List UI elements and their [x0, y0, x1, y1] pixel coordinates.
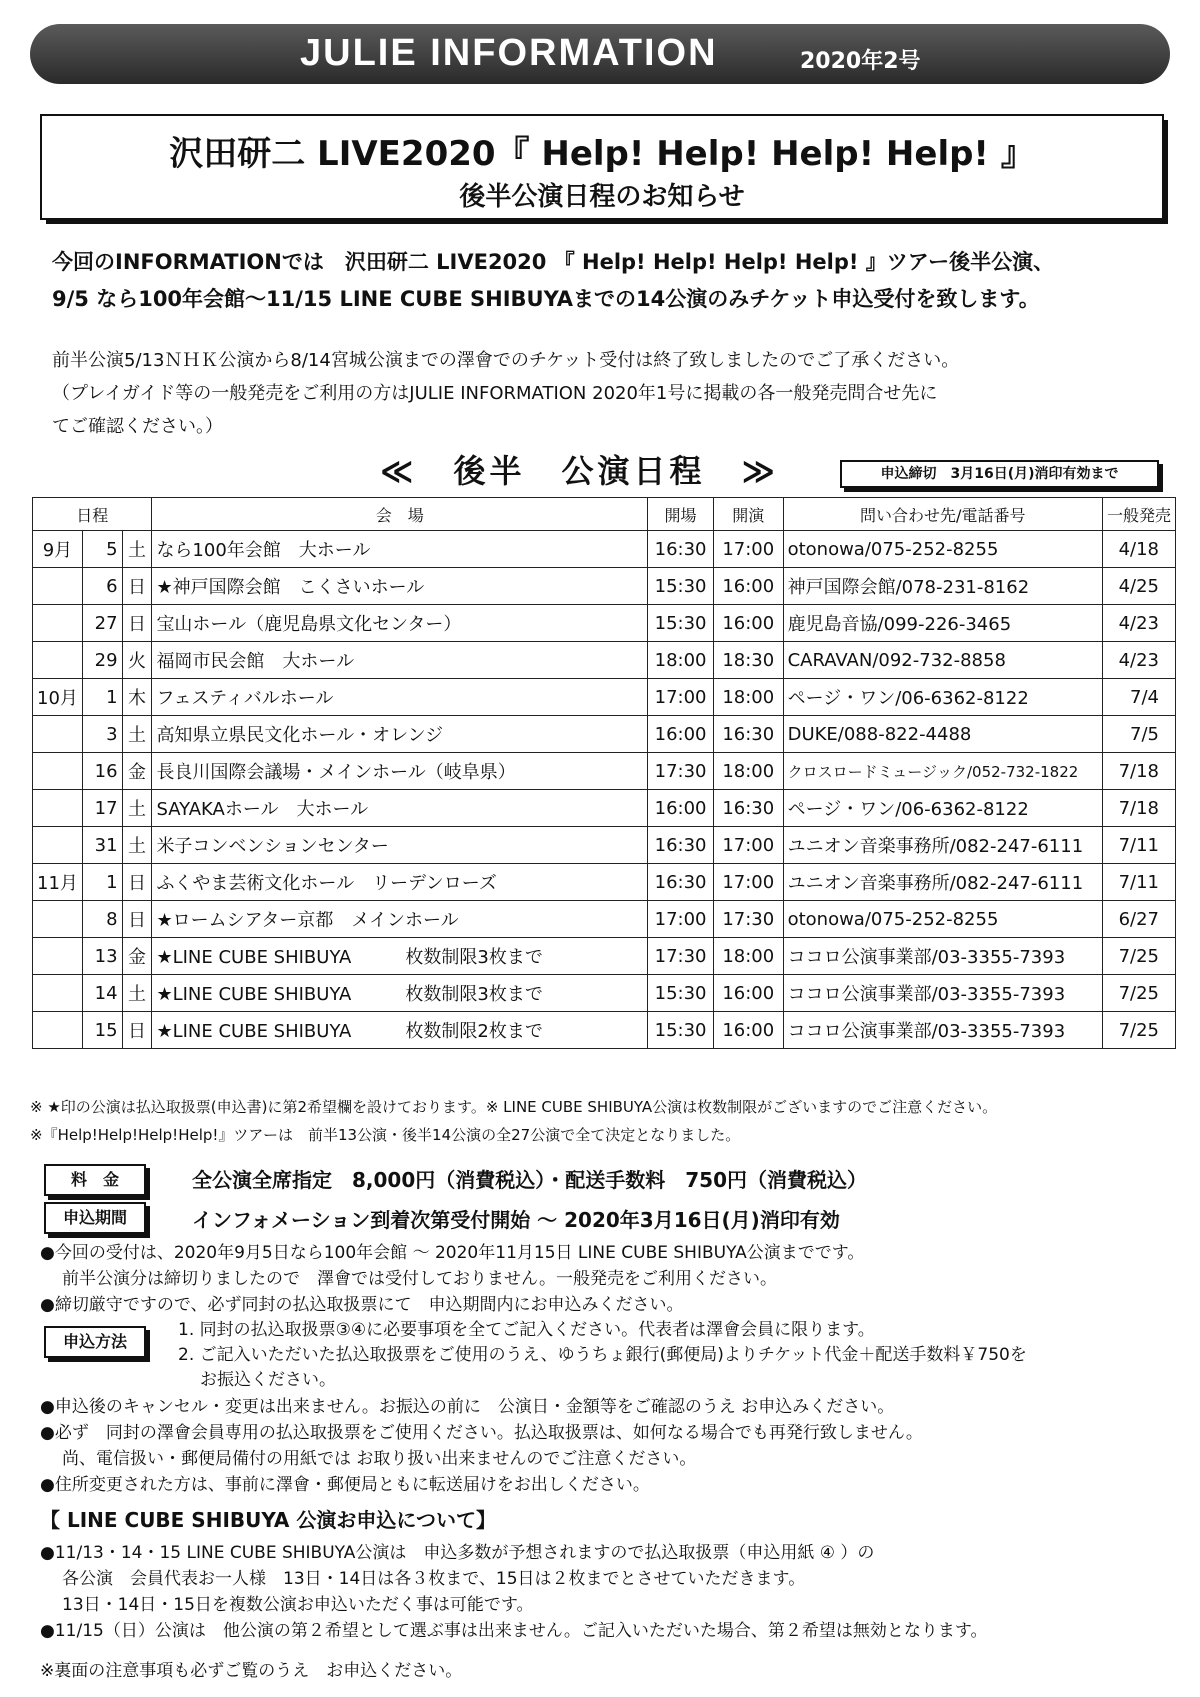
shibuya-line: 各公演 会員代表お一人様 13日・14日は各３枚まで、15日は２枚までとさせていただきます。: [62, 1569, 806, 1589]
schedule-general-sale: 7/5: [1102, 716, 1175, 753]
method-line: 2. ご記入いただいた払込取扱票をご使用のうえ、ゆうちょ銀行(郵便局)よりチケット代金＋配送手数料￥750を: [178, 1345, 1027, 1365]
table-row: [33, 531, 1176, 568]
schedule-contact: クロスロードミュージック/052-732-1822: [783, 753, 1102, 790]
previous-line: 前半公演5/13ＮＨＫ公演から8/14宮城公演までの澤會でのチケット受付は終了致しましたのでご了承ください。: [52, 350, 960, 371]
schedule-start-time: 16:00: [713, 1012, 783, 1049]
schedule-month: [33, 568, 83, 605]
schedule-general-sale: 7/18: [1102, 753, 1175, 790]
deadline-badge: 申込締切 3月16日(月)消印有効まで: [840, 460, 1159, 488]
schedule-open-time: 17:30: [648, 753, 714, 790]
period-label: 申込期間: [44, 1202, 146, 1234]
event-subtitle: 後半公演日程のお知らせ: [459, 182, 745, 212]
schedule-month: 11月: [33, 864, 83, 901]
schedule-weekday: 日: [122, 605, 152, 642]
schedule-contact: CARAVAN/092-732-8858: [783, 642, 1102, 679]
schedule-month: [33, 790, 83, 827]
header-banner: [30, 24, 1170, 84]
schedule-day: 1: [82, 679, 122, 716]
caution-line: ●必ず 同封の澤會会員専用の払込取扱票をご使用ください。払込取扱票は、如何なる場合でも再発行致しません。: [40, 1423, 923, 1443]
schedule-contact: ココロ公演事業部/03-3355-7393: [783, 1012, 1102, 1049]
schedule-open-time: 16:30: [648, 864, 714, 901]
shibuya-line: ●11/13・14・15 LINE CUBE SHIBUYA公演は 申込多数が予想されますので払込取扱票（申込用紙 ④ ）の: [40, 1543, 875, 1563]
schedule-weekday: 日: [122, 864, 152, 901]
table-row: [33, 716, 1176, 753]
shibuya-line: 13日・14日・15日を複数公演お申込いただく事は可能です。: [62, 1595, 534, 1615]
schedule-venue: 米子コンベンションセンター: [152, 827, 648, 864]
schedule-venue: SAYAKAホール 大ホール: [152, 790, 648, 827]
issue-number: 2020年2号: [800, 49, 921, 74]
header-start: 開演: [713, 498, 783, 531]
schedule-general-sale: 7/25: [1102, 938, 1175, 975]
schedule-month: [33, 753, 83, 790]
table-row: [33, 605, 1176, 642]
footer-note: ※裏面の注意事項も必ずご覧のうえ お申込ください。: [40, 1661, 463, 1681]
info-line: ●締切厳守ですので、必ず同封の払込取扱票にて 申込期間内にお申込みください。: [40, 1295, 684, 1315]
schedule-open-time: 15:30: [648, 975, 714, 1012]
schedule-general-sale: 4/18: [1102, 531, 1175, 568]
schedule-table: [32, 497, 1176, 1049]
schedule-general-sale: 7/18: [1102, 790, 1175, 827]
shibuya-heading: 【 LINE CUBE SHIBUYA 公演お申込について】: [40, 1508, 496, 1532]
schedule-start-time: 16:30: [713, 790, 783, 827]
schedule-venue: ★LINE CUBE SHIBUYA 枚数制限3枚まで: [152, 938, 648, 975]
schedule-open-time: 18:00: [648, 642, 714, 679]
header-venue: 会 場: [152, 498, 648, 531]
schedule-day: 27: [82, 605, 122, 642]
info-bullets: [40, 1240, 1160, 1318]
schedule-title: ≪ 後半 公演日程 ≫: [380, 452, 780, 490]
schedule-start-time: 17:00: [713, 864, 783, 901]
schedule-venue: 高知県立県民文化ホール・オレンジ: [152, 716, 648, 753]
method-line: お振込ください。: [200, 1370, 336, 1390]
method-line: 1. 同封の払込取扱票③④に必要事項を全てご記入ください。代表者は澤會会員に限ります。: [178, 1320, 875, 1340]
schedule-start-time: 18:00: [713, 679, 783, 716]
schedule-day: 15: [82, 1012, 122, 1049]
schedule-day: 16: [82, 753, 122, 790]
table-row: [33, 642, 1176, 679]
note-1: ※ ★印の公演は払込取扱票(申込書)に第2希望欄を設けております。※ LINE CUBE SHIBUYA公演は枚数制限がございますのでご注意ください。: [30, 1098, 998, 1116]
schedule-weekday: 土: [122, 531, 152, 568]
event-title-box: [40, 114, 1164, 220]
table-row: [33, 864, 1176, 901]
schedule-general-sale: 7/25: [1102, 1012, 1175, 1049]
schedule-day: 17: [82, 790, 122, 827]
table-row: [33, 827, 1176, 864]
schedule-weekday: 土: [122, 975, 152, 1012]
schedule-open-time: 17:30: [648, 938, 714, 975]
previous-line: （プレイガイド等の一般発売をご利用の方はJULIE INFORMATION 2020年1号に掲載の各一般発売問合せ先に: [52, 383, 938, 404]
schedule-month: [33, 1012, 83, 1049]
fee-text: 全公演全席指定 8,000円（消費税込）・配送手数料 750円（消費税込）: [192, 1168, 868, 1192]
table-header-row: [33, 498, 1176, 531]
schedule-venue: フェスティバルホール: [152, 679, 648, 716]
schedule-day: 29: [82, 642, 122, 679]
header-general: 一般発売: [1102, 498, 1175, 531]
table-row: [33, 753, 1176, 790]
table-row: [33, 679, 1176, 716]
schedule-general-sale: 7/11: [1102, 864, 1175, 901]
schedule-contact: ユニオン音楽事務所/082-247-6111: [783, 864, 1102, 901]
schedule-general-sale: 4/25: [1102, 568, 1175, 605]
shibuya-line: ●11/15（日）公演は 他公演の第２希望として選ぶ事は出来ません。ご記入いただいた場合、第２希望は無効となります。: [40, 1621, 988, 1641]
schedule-venue: ★ロームシアター京都 メインホール: [152, 901, 648, 938]
schedule-day: 14: [82, 975, 122, 1012]
schedule-day: 6: [82, 568, 122, 605]
caution-bullets: [40, 1394, 1160, 1498]
caution-line: 尚、電信扱い・郵便局備付の用紙では お取り扱い出来ませんのでご注意ください。: [62, 1449, 697, 1469]
schedule-day: 31: [82, 827, 122, 864]
schedule-venue: 長良川国際会議場・メインホール（岐阜県）: [152, 753, 648, 790]
schedule-venue: 福岡市民会館 大ホール: [152, 642, 648, 679]
shibuya-bullets: [40, 1540, 1160, 1644]
schedule-day: 5: [82, 531, 122, 568]
method-steps: [178, 1318, 1027, 1393]
schedule-open-time: 16:30: [648, 531, 714, 568]
caution-line: ●住所変更された方は、事前に澤會・郵便局ともに転送届けをお出しください。: [40, 1475, 650, 1495]
table-row: [33, 938, 1176, 975]
schedule-venue: ふくやま芸術文化ホール リーデンローズ: [152, 864, 648, 901]
schedule-contact: ユニオン音楽事務所/082-247-6111: [783, 827, 1102, 864]
schedule-start-time: 18:30: [713, 642, 783, 679]
schedule-contact: 神戸国際会館/078-231-8162: [783, 568, 1102, 605]
table-row: [33, 1012, 1176, 1049]
schedule-general-sale: 7/11: [1102, 827, 1175, 864]
schedule-start-time: 18:00: [713, 938, 783, 975]
schedule-general-sale: 7/25: [1102, 975, 1175, 1012]
schedule-general-sale: 6/27: [1102, 901, 1175, 938]
intro-line: 今回のINFORMATIONでは 沢田研二 LIVE2020 『 Help! Help! Help! Help! 』ツアー後半公演、: [52, 250, 1055, 274]
schedule-weekday: 木: [122, 679, 152, 716]
schedule-month: [33, 975, 83, 1012]
schedule-weekday: 日: [122, 568, 152, 605]
schedule-weekday: 金: [122, 753, 152, 790]
table-row: [33, 790, 1176, 827]
schedule-start-time: 16:00: [713, 605, 783, 642]
method-label: 申込方法: [44, 1326, 146, 1358]
schedule-open-time: 15:30: [648, 1012, 714, 1049]
schedule-contact: ココロ公演事業部/03-3355-7393: [783, 975, 1102, 1012]
previous-notice: [52, 344, 1162, 443]
schedule-contact: 鹿児島音協/099-226-3465: [783, 605, 1102, 642]
header-contact: 問い合わせ先/電話番号: [783, 498, 1102, 531]
schedule-contact: ページ・ワン/06-6362-8122: [783, 679, 1102, 716]
schedule-open-time: 16:30: [648, 827, 714, 864]
schedule-open-time: 15:30: [648, 605, 714, 642]
schedule-weekday: 土: [122, 790, 152, 827]
schedule-weekday: 土: [122, 716, 152, 753]
info-line: 前半公演分は締切りましたので 澤會では受付しておりません。一般発売をご利用ください。: [62, 1269, 778, 1289]
schedule-weekday: 火: [122, 642, 152, 679]
note-2: ※『Help!Help!Help!Help!』ツアーは 前半13公演・後半14公演の全27公演で全て決定となりました。: [30, 1126, 741, 1144]
schedule-open-time: 16:00: [648, 716, 714, 753]
schedule-general-sale: 7/4: [1102, 679, 1175, 716]
schedule-day: 3: [82, 716, 122, 753]
schedule-venue: なら100年会館 大ホール: [152, 531, 648, 568]
schedule-open-time: 15:30: [648, 568, 714, 605]
schedule-venue: ★LINE CUBE SHIBUYA 枚数制限2枚まで: [152, 1012, 648, 1049]
schedule-start-time: 18:00: [713, 753, 783, 790]
schedule-day: 13: [82, 938, 122, 975]
schedule-contact: DUKE/088-822-4488: [783, 716, 1102, 753]
schedule-contact: otonowa/075-252-8255: [783, 531, 1102, 568]
caution-line: ●申込後のキャンセル・変更は出来ません。お振込の前に 公演日・金額等をご確認のうえ お申込みください。: [40, 1397, 895, 1417]
header-title: JULIE INFORMATION: [300, 32, 718, 74]
table-row: [33, 901, 1176, 938]
schedule-start-time: 17:00: [713, 531, 783, 568]
schedule-start-time: 16:30: [713, 716, 783, 753]
table-row: [33, 975, 1176, 1012]
schedule-weekday: 金: [122, 938, 152, 975]
schedule-start-time: 17:30: [713, 901, 783, 938]
info-line: ●今回の受付は、2020年9月5日なら100年会館 ～ 2020年11月15日 LINE CUBE SHIBUYA公演までです。: [40, 1243, 865, 1263]
schedule-month: [33, 642, 83, 679]
intro-paragraph: [52, 244, 1054, 318]
schedule-start-time: 17:00: [713, 827, 783, 864]
schedule-month: [33, 827, 83, 864]
header-open: 開場: [648, 498, 714, 531]
schedule-open-time: 16:00: [648, 790, 714, 827]
schedule-month: 9月: [33, 531, 83, 568]
schedule-start-time: 16:00: [713, 568, 783, 605]
schedule-month: [33, 938, 83, 975]
schedule-contact: ページ・ワン/06-6362-8122: [783, 790, 1102, 827]
schedule-venue: ★LINE CUBE SHIBUYA 枚数制限3枚まで: [152, 975, 648, 1012]
schedule-month: [33, 901, 83, 938]
schedule-month: 10月: [33, 679, 83, 716]
event-title: 沢田研二 LIVE2020『 Help! Help! Help! Help! 』: [169, 134, 1035, 174]
schedule-open-time: 17:00: [648, 679, 714, 716]
schedule-month: [33, 716, 83, 753]
previous-line: てご確認ください。）: [52, 416, 223, 437]
schedule-venue: ★神戸国際会館 こくさいホール: [152, 568, 648, 605]
schedule-start-time: 16:00: [713, 975, 783, 1012]
schedule-contact: otonowa/075-252-8255: [783, 901, 1102, 938]
schedule-general-sale: 4/23: [1102, 642, 1175, 679]
period-text: インフォメーション到着次第受付開始 ～ 2020年3月16日(月)消印有効: [192, 1208, 840, 1232]
schedule-venue: 宝山ホール（鹿児島県文化センター）: [152, 605, 648, 642]
schedule-day: 8: [82, 901, 122, 938]
schedule-contact: ココロ公演事業部/03-3355-7393: [783, 938, 1102, 975]
schedule-weekday: 土: [122, 827, 152, 864]
schedule-weekday: 日: [122, 1012, 152, 1049]
schedule-month: [33, 605, 83, 642]
schedule-general-sale: 4/23: [1102, 605, 1175, 642]
table-row: [33, 568, 1176, 605]
schedule-open-time: 17:00: [648, 901, 714, 938]
header-date: 日程: [33, 498, 152, 531]
schedule-day: 1: [82, 864, 122, 901]
schedule-weekday: 日: [122, 901, 152, 938]
intro-line: 9/5 なら100年会館～11/15 LINE CUBE SHIBUYAまでの14公演のみチケット申込受付を致します。: [52, 287, 1040, 311]
fee-label: 料 金: [44, 1164, 146, 1196]
